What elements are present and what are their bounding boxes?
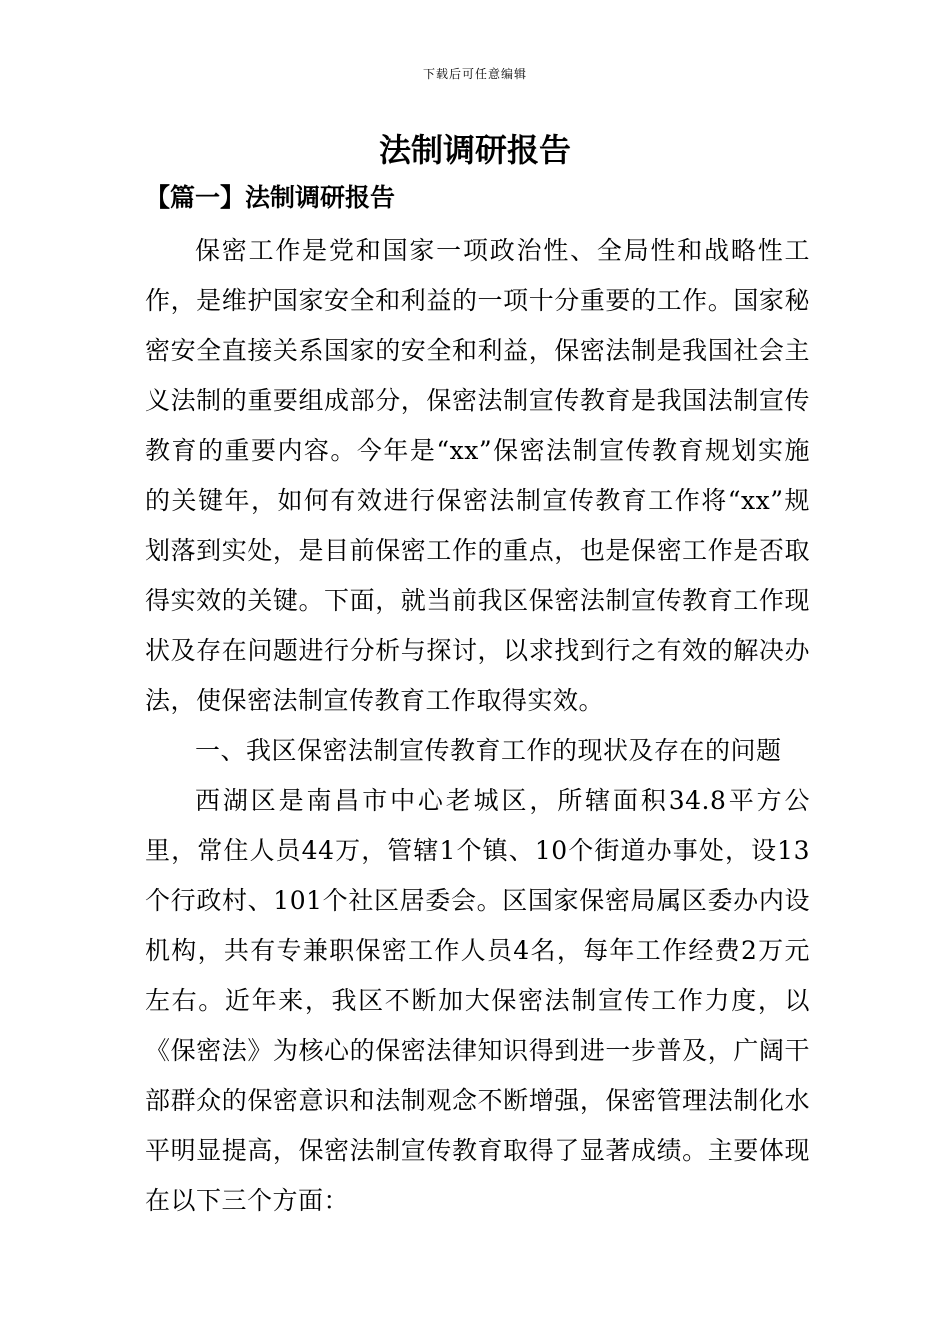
subheading-current-status: 一、我区保密法制宣传教育工作的现状及存在的问题 (195, 736, 782, 765)
body-paragraph-intro: 保密工作是党和国家一项政治性、全局性和战略性工作，是维护国家安全和利益的一项十分重要的工作。国家秘密安全直接关系国家的安全和利益，保密法制是我国社会主义法制的重要组成部分，保密法制宣传教育是我国法制宣传教育的重要内容。今年是“xx”保密法制宣传教育规划实施的关键年，如何有效进行保密法制宣传教育工作将“xx”规划落到实处，是目前保密工作的重点，也是保密工作是否取得实效的关键。下面，就当前我区保密法制宣传教育工作现状及存在问题进行分析与探讨，以求找到行之有效的解决办法，使保密法制宣传教育工作取得实效。 (145, 236, 810, 715)
section-heading: 【篇一】法制调研报告 (145, 183, 396, 212)
document-body (145, 226, 810, 1226)
body-paragraph-district: 西湖区是南昌市中心老城区，所辖面积34.8平方公里，常住人员44万，管辖1个镇、10个街道办事处，设13个行政村、101个社区居委会。区国家保密局属区委办内设机构，共有专兼职保密工作人员4名，每年工作经费2万元左右。近年来，我区不断加大保密法制宣传工作力度，以《保密法》为核心的保密法律知识得到进一步普及，广阔干部群众的保密意识和法制观念不断增强，保密管理法制化水平明显提高，保密法制宣传教育取得了显著成绩。主要体现在以下三个方面： (145, 786, 810, 1215)
document-title: 法制调研报告 (378, 131, 571, 169)
page-header-note: 下载后可任意编辑 (422, 67, 527, 81)
